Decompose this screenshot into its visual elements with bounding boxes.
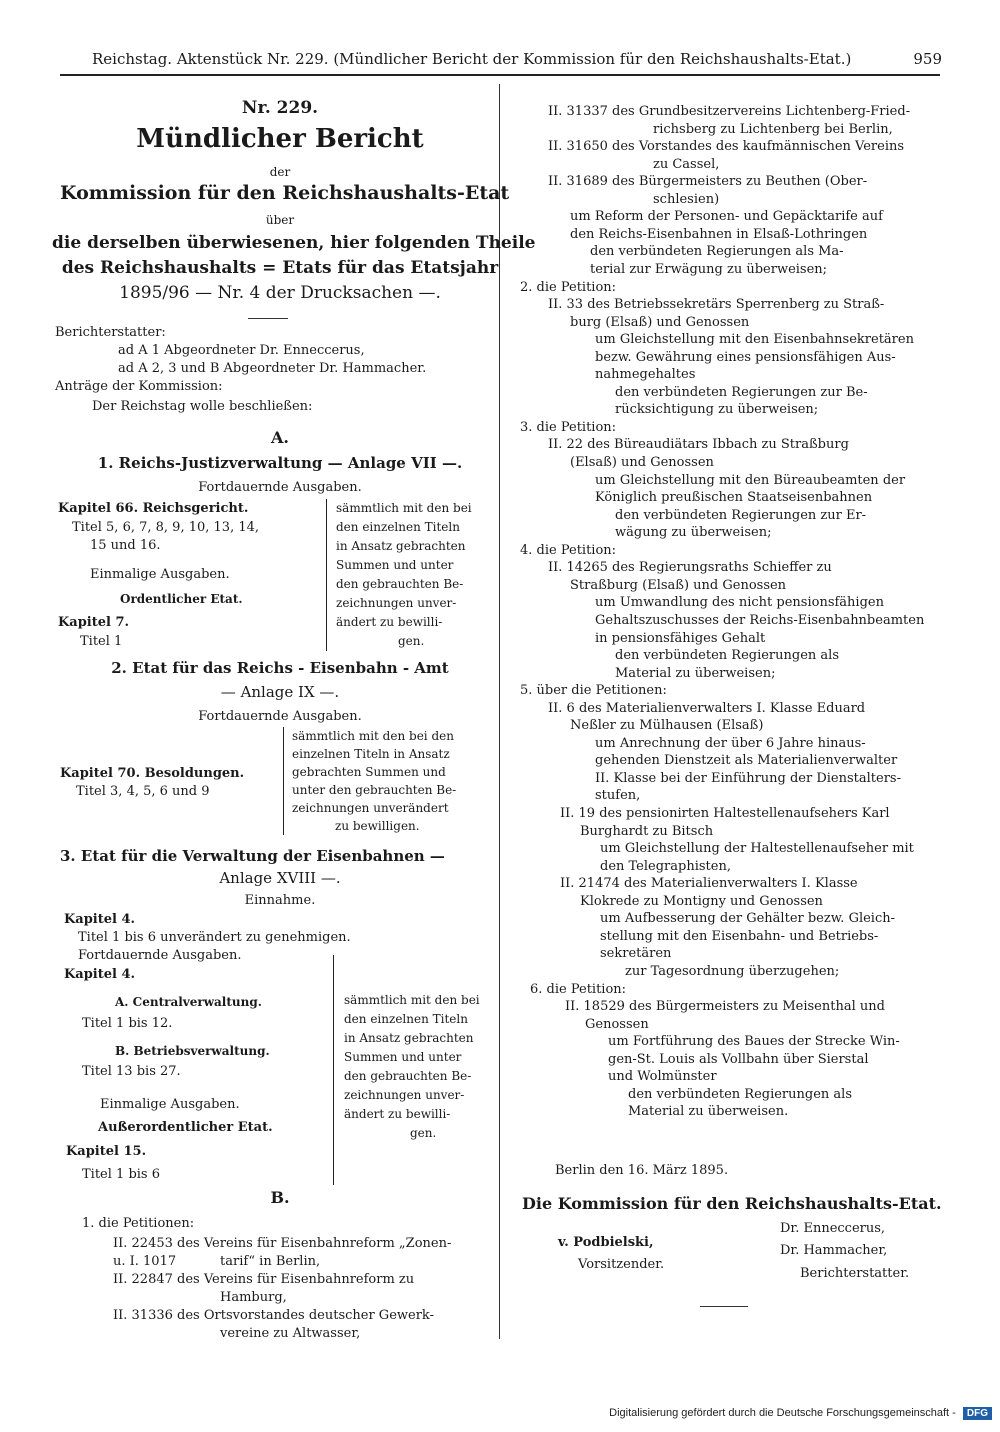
right-line: Gehaltszuschusses der Reichs-Eisenbahnbeamten — [595, 613, 925, 628]
right-line: burg (Elsaß) und Genossen — [570, 315, 750, 330]
s1-titel-1: Titel 1 — [80, 634, 123, 649]
report-title: Mündlicher Bericht — [136, 124, 424, 154]
brace-line: zu bewilligen. — [335, 819, 420, 833]
right-line: 3. die Petition: — [520, 420, 617, 435]
s2-fortdauernde: Fortdauernde Ausgaben. — [198, 709, 362, 724]
s1-titel-b: 15 und 16. — [90, 538, 161, 553]
s3-einmalige: Einmalige Ausgaben. — [100, 1097, 240, 1112]
right-line: wägung zu überweisen; — [615, 525, 772, 540]
right-line: um Gleichstellung mit den Eisenbahnsekretären — [595, 332, 914, 347]
right-line: II. 33 des Betriebssekretärs Sperrenberg zu Straß- — [548, 297, 885, 312]
brace-line: den gebrauchten Be- — [336, 577, 464, 591]
signature-dr-hammacher: Dr. Hammacher, — [780, 1243, 888, 1258]
page-number: 959 — [913, 50, 942, 68]
right-line: zur Tagesordnung überzugehen; — [625, 964, 840, 979]
b1-petition-1b: u. I. 1017 — [113, 1254, 177, 1269]
s3-b-betrieb: B. Betriebsverwaltung. — [115, 1044, 270, 1058]
right-line: rücksichtigung zu überweisen; — [615, 402, 819, 417]
brace-line: Summen und unter — [336, 558, 454, 572]
right-line: den verbündeten Regierungen als — [628, 1087, 852, 1102]
section-b-heading: B. — [270, 1188, 290, 1207]
report-number: Nr. 229. — [241, 98, 319, 118]
commission-signature: Die Kommission für den Reichshaushalts-Etat. — [522, 1194, 942, 1213]
dfg-footer-text: Digitalisierung gefördert durch die Deutsche Forschungsgemeinschaft - — [609, 1407, 956, 1419]
right-line: II. 14265 des Regierungsraths Schieffer zu — [548, 560, 832, 575]
brace-line: unter den gebrauchten Be- — [292, 783, 457, 797]
brace-line: gen. — [398, 634, 425, 648]
right-line: Genossen — [585, 1017, 649, 1032]
brace-line: zeichnungen unverändert — [292, 801, 449, 815]
s3-kapitel-15: Kapitel 15. — [66, 1144, 147, 1159]
right-line: 5. über die Petitionen: — [520, 683, 667, 698]
signature-dr-enneccerus: Dr. Enneccerus, — [780, 1221, 886, 1236]
title-line-3: 1895/96 — Nr. 4 der Drucksachen —. — [119, 283, 441, 303]
b1-petition-1c: tarif“ in Berlin, — [220, 1254, 321, 1269]
date-line: Berlin den 16. März 1895. — [555, 1163, 729, 1178]
brace-line: ändert zu bewilli- — [344, 1107, 451, 1121]
section-1-title: 1. Reichs-Justizverwaltung — Anlage VII —. — [97, 454, 463, 472]
b1-petition-3a: II. 31336 des Ortsvorstandes deutscher Gewerk- — [113, 1308, 434, 1323]
b1-petition-2b: Hamburg, — [220, 1290, 287, 1305]
right-line: 6. die Petition: — [530, 982, 627, 997]
s3-kapitel-15-titel: Titel 1 bis 6 — [82, 1167, 160, 1182]
right-line: nahmegehaltes — [595, 367, 696, 382]
title-ueber: über — [265, 213, 295, 227]
brace-line: sämmtlich mit den bei — [336, 501, 472, 515]
closing-rule — [700, 1306, 748, 1307]
right-line: II. 21474 des Materialienverwalters I. Klasse — [560, 876, 858, 891]
right-line: den Reichs-Eisenbahnen in Elsaß-Lothringen — [570, 227, 868, 242]
right-line: richsberg zu Lichtenberg bei Berlin, — [653, 122, 893, 137]
right-line: Material zu überweisen; — [615, 666, 776, 681]
right-line: gen-St. Louis als Vollbahn über Sierstal — [608, 1052, 869, 1067]
right-line: den verbündeten Regierungen als — [615, 648, 839, 663]
b1-petition-1a: II. 22453 des Vereins für Eisenbahnreform „Zonen- — [113, 1236, 452, 1251]
brace-line: sämmtlich mit den bei — [344, 993, 480, 1007]
s3-a-titel: Titel 1 bis 12. — [82, 1016, 173, 1031]
s3-ausserordentlich: Außerordentlicher Etat. — [98, 1120, 273, 1135]
s3-einnahme: Einnahme. — [244, 893, 316, 908]
b1-petition-2a: II. 22847 des Vereins für Eisenbahnreform zu — [113, 1272, 415, 1287]
section-a-heading: A. — [271, 428, 289, 447]
dfg-footer — [609, 1407, 992, 1420]
right-line: II. 31650 des Vorstandes des kaufmännischen Vereins — [548, 139, 905, 154]
s1-kapitel-66: Kapitel 66. Reichsgericht. — [58, 501, 249, 516]
right-line: Königlich preußischen Staatseisenbahnen — [595, 490, 873, 505]
right-line: II. 22 des Büreaudiätars Ibbach zu Straßburg — [548, 437, 849, 452]
right-line: sekretären — [600, 946, 672, 961]
brace-line: sämmtlich mit den bei den — [292, 729, 454, 743]
s3-titel-1-6: Titel 1 bis 6 unverändert zu genehmigen. — [78, 930, 351, 945]
right-line: Straßburg (Elsaß) und Genossen — [570, 578, 787, 593]
s1-einmalige: Einmalige Ausgaben. — [90, 567, 230, 582]
s3-kapitel-4: Kapitel 4. — [64, 967, 136, 982]
s3-kapitel-1: Kapitel 4. — [64, 912, 136, 927]
brace-line: den gebrauchten Be- — [344, 1069, 472, 1083]
right-line: den verbündeten Regierungen zur Be- — [615, 385, 868, 400]
b1-petition-3b: vereine zu Altwasser, — [220, 1326, 361, 1341]
s3-a-central: A. Centralverwaltung. — [115, 995, 262, 1009]
s3-brace — [333, 955, 334, 1185]
antraege-label: Anträge der Kommission: — [55, 379, 223, 394]
right-line: terial zur Erwägung zu überweisen; — [590, 262, 828, 277]
signature-vorsitzender: Vorsitzender. — [578, 1257, 665, 1272]
right-line: Burghardt zu Bitsch — [580, 824, 714, 839]
signature-berichterstatter: Berichterstatter. — [800, 1266, 910, 1281]
right-line: II. 18529 des Bürgermeisters zu Meisenthal und — [565, 999, 885, 1014]
title-der: der — [269, 165, 291, 179]
running-header — [92, 50, 942, 68]
signature-podbielski: v. Podbielski, — [558, 1235, 654, 1250]
title-line-1: die derselben überwiesenen, hier folgenden Theile — [52, 233, 536, 253]
s1-kapitel-7: Kapitel 7. — [58, 615, 130, 630]
brace-line: Summen und unter — [344, 1050, 462, 1064]
brace-line: zeichnungen unver- — [336, 596, 457, 610]
b1-label: 1. die Petitionen: — [82, 1216, 195, 1231]
right-line: schlesien) — [653, 192, 720, 207]
right-line: II. 6 des Materialienverwalters I. Klasse Eduard — [548, 701, 866, 716]
s1-ordentlich: Ordentlicher Etat. — [120, 592, 243, 606]
s3-b-titel: Titel 13 bis 27. — [82, 1064, 181, 1079]
s2-titel: Titel 3, 4, 5, 6 und 9 — [76, 784, 210, 799]
right-line: um Fortführung des Baues der Strecke Win- — [608, 1034, 900, 1049]
right-line: stufen, — [595, 788, 641, 803]
berichterstatter-2: ad A 2, 3 und B Abgeordneter Dr. Hammacher. — [118, 361, 427, 376]
right-line: II. Klasse bei der Einführung der Dienstalters- — [595, 771, 901, 786]
brace-line: ändert zu bewilli- — [336, 615, 443, 629]
section-2-title-a: 2. Etat für das Reichs - Eisenbahn - Amt — [111, 659, 449, 677]
right-line: 2. die Petition: — [520, 280, 617, 295]
right-line: den verbündeten Regierungen als Ma- — [590, 244, 844, 259]
right-line: um Anrechnung der über 6 Jahre hinaus- — [595, 736, 866, 751]
right-line: um Gleichstellung der Haltestellenaufseher mit — [600, 841, 914, 856]
right-line: (Elsaß) und Genossen — [570, 455, 714, 470]
right-line: II. 31337 des Grundbesitzervereins Lichtenberg-Fried- — [548, 104, 911, 119]
section-3-title-b: Anlage XVIII —. — [219, 869, 341, 887]
brace-line: den einzelnen Titeln — [336, 520, 460, 534]
s2-kapitel-70: Kapitel 70. Besoldungen. — [60, 766, 245, 781]
right-line: um Umwandlung des nicht pensionsfähigen — [595, 595, 884, 610]
berichterstatter-1: ad A 1 Abgeordneter Dr. Enneccerus, — [118, 343, 365, 358]
right-line: um Gleichstellung mit den Büreaubeamten der — [595, 473, 906, 488]
section-3-title-a: 3. Etat für die Verwaltung der Eisenbahnen — — [60, 847, 445, 865]
header-rule — [60, 74, 940, 76]
brace-line: in Ansatz gebrachten — [336, 539, 466, 553]
right-line: um Aufbesserung der Gehälter bezw. Gleich- — [600, 911, 896, 926]
s2-brace — [283, 727, 284, 835]
s3-fortdauernde: Fortdauernde Ausgaben. — [78, 948, 242, 963]
s1-fortdauernde: Fortdauernde Ausgaben. — [198, 480, 362, 495]
right-line: und Wolmünster — [608, 1069, 717, 1084]
s1-titel-a: Titel 5, 6, 7, 8, 9, 10, 13, 14, — [72, 520, 260, 535]
brace-line: den einzelnen Titeln — [344, 1012, 468, 1026]
right-line: Neßler zu Mülhausen (Elsaß) — [570, 718, 764, 733]
title-line-2: des Reichshaushalts = Etats für das Etatsjahr — [61, 258, 499, 278]
brace-line: gen. — [410, 1126, 437, 1140]
brace-line: zeichnungen unver- — [344, 1088, 465, 1102]
right-line: den Telegraphisten, — [600, 859, 731, 874]
dfg-logo: DFG — [963, 1407, 992, 1420]
s1-brace — [326, 499, 327, 651]
right-line: gehenden Dienstzeit als Materialienverwalter — [595, 753, 898, 768]
title-kommission: Kommission für den Reichshaushalts-Etat — [60, 182, 510, 204]
reichstag-wolle: Der Reichstag wolle beschließen: — [92, 399, 313, 414]
right-line: stellung mit den Eisenbahn- und Betriebs- — [600, 929, 879, 944]
right-line: in pensionsfähiges Gehalt — [595, 631, 766, 646]
section-2-title-b: — Anlage IX —. — [220, 683, 340, 701]
title-separator — [248, 318, 288, 319]
right-line: Material zu überweisen. — [628, 1104, 789, 1119]
right-line: II. 31689 des Bürgermeisters zu Beuthen (Ober- — [548, 174, 868, 189]
brace-line: gebrachten Summen und — [292, 765, 446, 779]
right-line: II. 19 des pensionirten Haltestellenaufsehers Karl — [560, 806, 890, 821]
right-line: zu Cassel, — [653, 157, 720, 172]
brace-line: in Ansatz gebrachten — [344, 1031, 474, 1045]
header-text: Reichstag. Aktenstück Nr. 229. (Mündlicher Bericht der Kommission für den Reichshaushalts-Etat.) — [92, 50, 852, 68]
right-line: den verbündeten Regierungen zur Er- — [615, 508, 867, 523]
brace-line: einzelnen Titeln in Ansatz — [292, 747, 450, 761]
right-line: Klokrede zu Montigny und Genossen — [580, 894, 823, 909]
right-line: bezw. Gewährung eines pensionsfähigen Aus- — [595, 350, 896, 365]
right-line: 4. die Petition: — [520, 543, 617, 558]
right-line: um Reform der Personen- und Gepäcktarife auf — [570, 209, 883, 224]
berichterstatter-label: Berichterstatter: — [55, 325, 166, 340]
